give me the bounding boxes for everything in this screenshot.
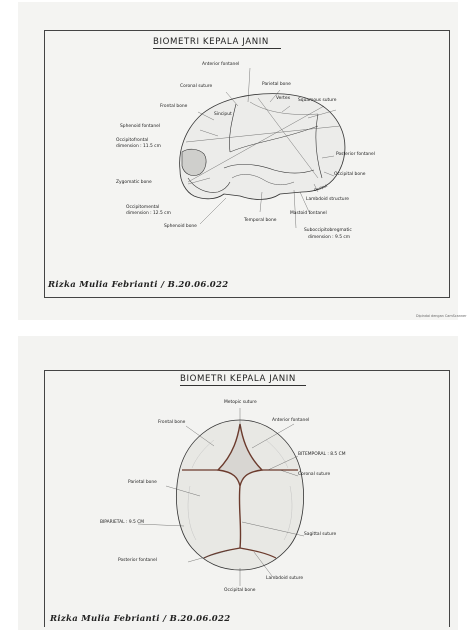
label-metopic-suture: Metopic suture [224, 400, 257, 405]
scanner-watermark: Dipindai dengan CamScanner [416, 314, 467, 318]
label-zygomatic-bone: Zygomatic bone [116, 180, 152, 185]
label-lambdoid-structure: Lambdoid structure [306, 197, 350, 202]
label-occipitomental-dim: dimension : 12.5 cm [126, 211, 171, 216]
label-biparietal: BIPARIETAL : 9.5 CM [100, 520, 145, 525]
label-parietal-bone: Parietal bone [128, 480, 157, 485]
label-sphenoid-fontanel: Sphenoid fontanel [120, 124, 161, 129]
author-signature: Rizka Mulia Febrianti / B.20.06.022 [48, 280, 229, 290]
label-occiput: Occiput [313, 183, 328, 193]
top-skull-drawing [18, 336, 458, 630]
label-sphenoid-bone: Sphenoid bone [164, 224, 197, 229]
label-anterior-fontanel: Anterior fontanel [202, 62, 240, 67]
label-sinciput: Sinciput [214, 112, 232, 117]
label-occipitomental: Occipitomental [126, 205, 160, 210]
label-squamous-suture: Squamous suture [298, 98, 337, 103]
label-suboccipitobregmatic: Suboccipitobregmatic [304, 228, 352, 233]
drawing-photo-top [18, 336, 458, 630]
label-occipitofrontal-dim: dimension : 11.5 cm [116, 144, 161, 149]
label-temporal-bone: Temporal bone [244, 218, 277, 223]
label-occipital-bone: Occipital bone [224, 588, 256, 593]
label-coronal-suture: Coronal suture [180, 84, 213, 89]
label-occipitofrontal: Occipitofrontal [116, 138, 149, 143]
label-posterior-fontanel: Posterior fontanel [118, 558, 157, 563]
face-shading [182, 149, 206, 175]
label-anterior-fontanel: Anterior fontanel [272, 418, 310, 423]
label-mastoid-fontanel: Mastoid fontanel [290, 211, 327, 216]
label-frontal-bone: Frontal bone [158, 420, 186, 425]
label-coronal-suture: Coronal suture [298, 472, 331, 477]
label-bitemporal: BITEMPORAL : 8.5 CM [298, 452, 346, 457]
label-sagittal-suture: Sagittal suture [304, 532, 337, 537]
skull-outline [180, 94, 345, 200]
label-suboccipitobregmatic-dim: dimension : 9.5 cm [308, 235, 351, 240]
lateral-skull-drawing [18, 2, 458, 320]
author-signature: Rizka Mulia Febrianti / B.20.06.022 [50, 614, 231, 624]
label-frontal-bone: Frontal bone [160, 104, 188, 109]
label-lambdoid-suture: Lambdoid suture [266, 576, 304, 581]
label-posterior-fontanel: Posterior fontanel [336, 152, 375, 157]
label-vertex: Vertex [276, 96, 291, 101]
drawing-photo-lateral [18, 2, 467, 320]
page-title: BIOMETRI KEPALA JANIN [153, 37, 269, 47]
page-title: BIOMETRI KEPALA JANIN [180, 374, 296, 384]
label-occipital-bone: Occipital bone [334, 172, 366, 177]
label-parietal-bone: Parietal bone [262, 82, 291, 87]
